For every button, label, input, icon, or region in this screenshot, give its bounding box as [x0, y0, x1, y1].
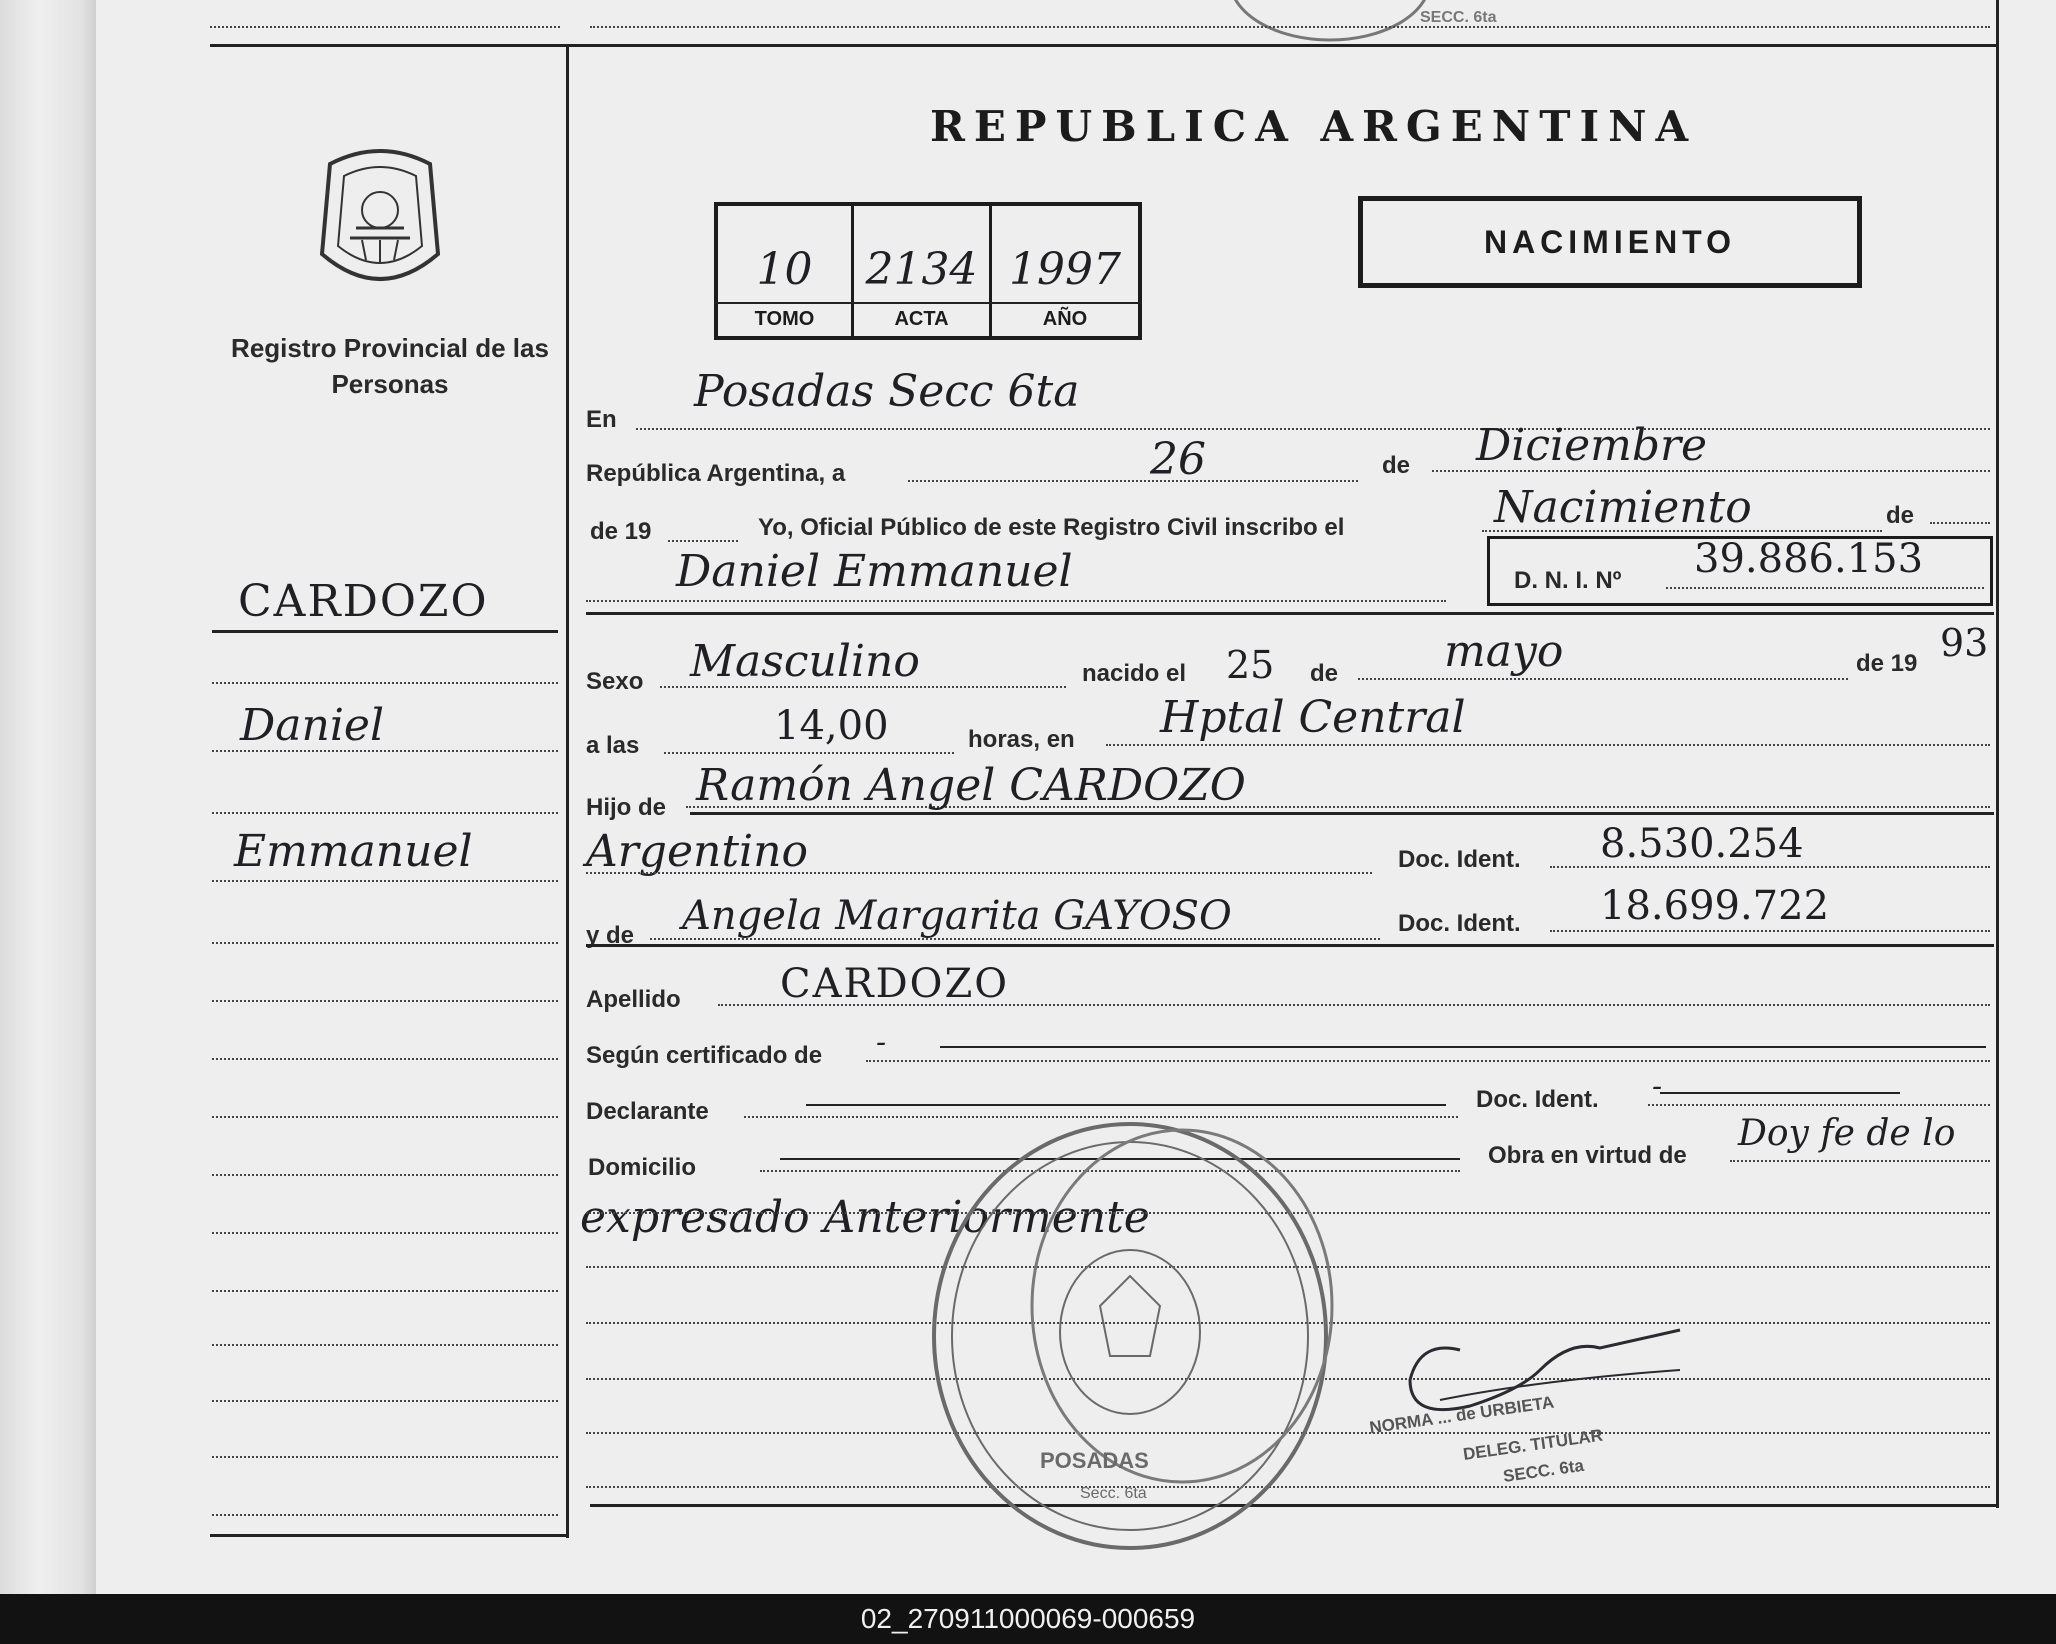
dotted-line — [212, 812, 558, 814]
dotted-line — [212, 750, 558, 752]
margin-surname: CARDOZO — [238, 576, 489, 627]
dotted-line — [212, 1174, 558, 1176]
tomo-value: 10 — [756, 244, 813, 295]
file-id-caption: 02_270911000069-000659 — [860, 1603, 1196, 1634]
dotted-line — [212, 1344, 558, 1346]
dotted-line — [866, 1060, 1990, 1062]
dotted-line — [212, 1058, 558, 1060]
label-republica: República Argentina, a — [586, 460, 846, 487]
label-de: de — [1382, 452, 1411, 479]
dotted-line — [1358, 678, 1848, 680]
stamp-section: Secc. 6ta — [1080, 1485, 1147, 1502]
dotted-line — [1648, 1104, 1990, 1106]
anio-value: 1997 — [1009, 244, 1121, 295]
dotted-line — [212, 682, 558, 684]
label-domicilio: Domicilio — [588, 1154, 697, 1181]
hw-father-doc: 8.530.254 — [1600, 821, 1804, 867]
label-doc-ident-mother: Doc. Ident. — [1398, 910, 1521, 937]
dotted-line — [586, 872, 1372, 874]
hw-dni: 39.886.153 — [1694, 536, 1924, 582]
section-line — [690, 812, 1994, 815]
top-frame-line — [210, 44, 1996, 47]
anio-label: AÑO — [1042, 308, 1088, 330]
label-declarante: Declarante — [586, 1098, 709, 1125]
dotted-line — [212, 1456, 558, 1458]
label-sexo: Sexo — [586, 668, 644, 695]
section-line — [586, 612, 1994, 615]
dotted-line — [212, 1000, 558, 1002]
dotted-line — [212, 1400, 558, 1402]
hw-registered-type: Nacimiento — [1494, 482, 1752, 533]
official-round-stamp — [930, 1096, 1350, 1556]
dotted-line — [1550, 930, 1990, 932]
margin-middle-name: Emmanuel — [234, 826, 473, 877]
dotted-line — [1666, 587, 1984, 589]
signature — [1368, 1310, 1740, 1490]
label-doc-ident-father: Doc. Ident. — [1398, 846, 1521, 873]
label-obra-en-virtud: Obra en virtud de — [1488, 1142, 1687, 1169]
anio-cell — [992, 206, 1138, 336]
hw-obra-en-virtud: Doy fe de lo — [1738, 1113, 1956, 1154]
left-bottom-line — [210, 1534, 566, 1537]
label-en: En — [586, 406, 617, 433]
acta-label: ACTA — [894, 308, 949, 330]
acta-value: 2134 — [865, 244, 978, 295]
label-horas-en: horas, en — [968, 726, 1075, 753]
hw-declarant-doc: - — [1652, 1069, 1663, 1104]
label-hijo-de: Hijo de — [586, 794, 667, 821]
dni-box — [1487, 536, 1993, 606]
record-box-divider — [714, 302, 1142, 304]
act-type-box — [1358, 196, 1862, 288]
dotted-line — [908, 480, 1358, 482]
hw-mother: Angela Margarita GAYOSO — [682, 893, 1232, 939]
dotted-line — [590, 26, 1990, 28]
label-segun-certificado: Según certificado de — [586, 1042, 823, 1069]
svg-text:SECC. 6ta: SECC. 6ta — [1420, 9, 1497, 26]
margin-line — [212, 630, 558, 633]
section-line — [586, 944, 1994, 947]
book-spine — [0, 0, 96, 1594]
hw-birth-month: mayo — [1444, 626, 1564, 677]
signature-name: NORMA ... de URBIETA — [1368, 1392, 1556, 1438]
label-a-las: a las — [586, 732, 640, 759]
dotted-line — [212, 1116, 558, 1118]
hw-sex: Masculino — [690, 636, 920, 687]
label-yo-oficial: Yo, Oficial Público de este Registro Civil inscribo el — [758, 514, 1345, 541]
dotted-line — [1106, 744, 1990, 746]
stamp-city: POSADAS — [1040, 1448, 1149, 1473]
hw-place-of-birth: Hptal Central — [1160, 692, 1466, 743]
registry-name: Registro Provincial de las Personas — [231, 333, 549, 399]
hw-hour: 14,00 — [774, 703, 889, 749]
label-doc-ident-declarante: Doc. Ident. — [1476, 1086, 1599, 1113]
strike-line — [1660, 1092, 1900, 1094]
dotted-line — [212, 942, 558, 944]
hw-father-nationality: Argentino — [586, 826, 808, 877]
label-de-2: de — [1886, 502, 1915, 529]
acta-cell — [854, 206, 992, 336]
dotted-line — [212, 1514, 558, 1516]
label-y-de: y de — [586, 922, 635, 949]
margin-first-name: Daniel — [240, 700, 385, 751]
hw-certificate: - — [876, 1025, 887, 1060]
tomo-cell — [718, 206, 854, 336]
hw-father: Ramón Angel CARDOZO — [696, 760, 1246, 811]
tomo-label: TOMO — [754, 308, 815, 330]
country-title: REPUBLICA ARGENTINA — [930, 102, 1698, 151]
hw-surname: CARDOZO — [780, 961, 1010, 1007]
signature-section: SECC. 6ta — [1501, 1455, 1586, 1486]
dotted-line — [664, 752, 954, 754]
misiones-seal-icon — [310, 144, 450, 296]
dotted-line — [212, 1290, 558, 1292]
hw-day: 26 — [1150, 434, 1206, 485]
dotted-line — [668, 540, 738, 542]
label-de-19: de 19 — [590, 518, 652, 545]
act-type-label: NACIMIENTO — [1483, 223, 1737, 260]
label-dni: D. N. I. Nº — [1514, 567, 1622, 594]
label-de-3: de — [1310, 660, 1339, 687]
hw-child-name: Daniel Emmanuel — [676, 546, 1073, 597]
hw-birth-year: 93 — [1940, 621, 1989, 665]
dotted-line — [210, 26, 560, 28]
hw-mother-doc: 18.699.722 — [1600, 883, 1830, 929]
dotted-line — [212, 1232, 558, 1234]
hw-birth-day: 25 — [1226, 643, 1275, 687]
dotted-line — [1930, 522, 1990, 524]
hw-domicilio-cont: expresado Anteriormente — [580, 1192, 1150, 1243]
label-nacido-el: nacido el — [1082, 660, 1187, 687]
dotted-line — [1730, 1160, 1990, 1162]
right-frame-line — [1996, 0, 1999, 1508]
dotted-line — [636, 428, 1990, 430]
record-number-box — [714, 202, 1142, 340]
dotted-line — [212, 880, 558, 882]
hw-month: Diciembre — [1476, 420, 1708, 471]
signature-title: DELEG. TITULAR — [1461, 1425, 1604, 1464]
hw-place: Posadas Secc 6ta — [694, 366, 1080, 417]
dotted-line — [586, 600, 1446, 602]
top-stamp-fragment — [1220, 0, 1497, 58]
label-apellido: Apellido — [586, 986, 681, 1013]
label-de-19-b: de 19 — [1856, 650, 1918, 677]
column-divider — [566, 44, 569, 1538]
strike-line — [940, 1046, 1986, 1048]
